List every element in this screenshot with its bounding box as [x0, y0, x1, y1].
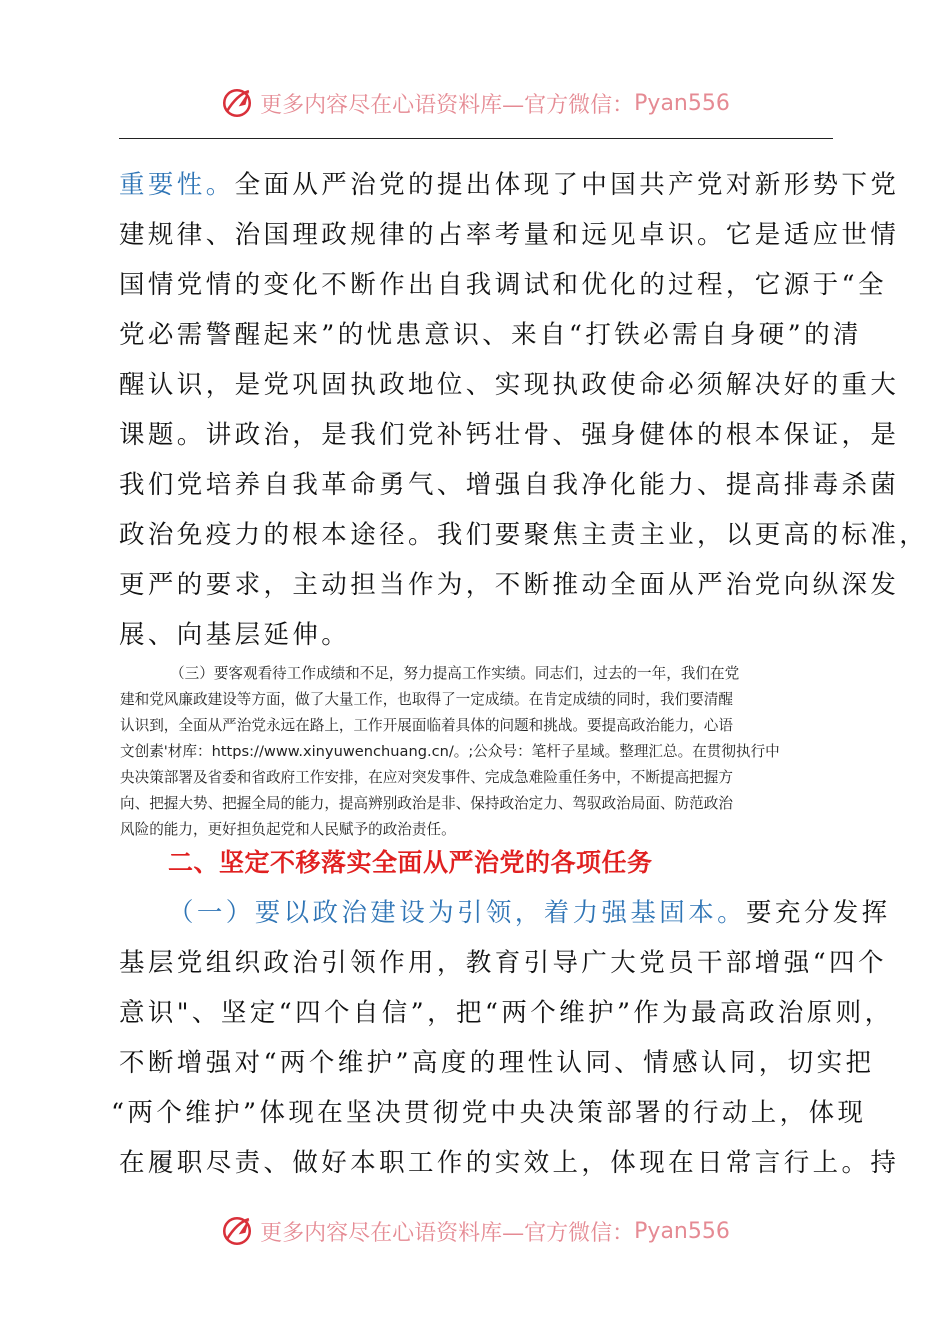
- text-line: 更严的要求，主动担当作为，不断推动全面从严治党向纵深发: [119, 570, 900, 600]
- banner-text: 更多内容尽在心语资料库—官方微信：: [260, 92, 635, 118]
- text-line: 政治免疫力的根本途径。我们要聚焦主责主业，以更高的标准，: [119, 520, 929, 550]
- section-heading: 二、坚定不移落实全面从严治党的各项任务: [168, 848, 653, 877]
- text-line: （一）要以政治建设为引领，着力强基固本。要充分发挥: [168, 898, 891, 928]
- text-line: 风险的能力，更好担负起党和人民赋予的政治责任。: [120, 821, 456, 838]
- text-line: 基层党组织政治引领作用，教育引导广大党员干部增强“四个: [119, 948, 887, 978]
- lead-phrase: （一）要以政治建设为引领，着力强基固本。: [168, 898, 747, 928]
- header-banner: [0, 83, 950, 123]
- pen-swirl-logo-icon: [220, 1214, 254, 1248]
- text-line: 醒认识，是党巩固执政地位、实现执政使命必须解决好的重大: [119, 370, 900, 400]
- lead-phrase: 重要性。: [119, 170, 235, 200]
- text-line: 国情党情的变化不断作出自我调试和优化的过程，它源于“全: [119, 270, 887, 300]
- text-line: （三）要客观看待工作成绩和不足，努力提高工作实绩。同志们，过去的一年，我们在党: [170, 665, 740, 682]
- text-line: 展、向基层延伸。: [119, 620, 351, 650]
- banner-wechat-id: Pyan556: [634, 90, 730, 116]
- text-line: 不断增强对“两个维护”高度的理性认同、情感认同，切实把: [119, 1048, 875, 1078]
- banner-wechat-id: Pyan556: [634, 1218, 730, 1244]
- text-line: 文创素'材库：https://www.xinyuwenchuang.cn/。;公众号：笔杆子星域。整理汇总。在贯彻执行中: [120, 743, 780, 760]
- text-line: 重要性。全面从严治党的提出体现了中国共产党对新形势下党: [119, 170, 900, 200]
- footer-banner: [0, 1211, 950, 1251]
- text-line: 在履职尽责、做好本职工作的实效上，体现在日常言行上。持: [119, 1148, 900, 1178]
- text-line: 意识"、坚定“四个自信”，把“两个维护”作为最高政治原则，: [119, 998, 894, 1028]
- banner-text: 更多内容尽在心语资料库—官方微信：: [260, 1220, 635, 1246]
- text-line: 课题。讲政治，是我们党补钙壮骨、强身健体的根本保证，是: [119, 420, 900, 450]
- text-line: 认识到，全面从严治党永远在路上，工作开展面临着具体的问题和挑战。要提高政治能力，心语: [120, 717, 733, 734]
- text-line: 建规律、治国理政规律的占率考量和远见卓识。它是适应世情: [119, 220, 900, 250]
- text-line: 央决策部署及省委和省政府工作安排，在应对突发事件、完成急难险重任务中，不断提高把握方: [120, 769, 733, 786]
- text-line: 我们党培养自我革命勇气、增强自我净化能力、提高排毒杀菌: [119, 470, 900, 500]
- header-rule: [119, 138, 833, 139]
- text-line: 党必需警醒起来”的忧患意识、来自“打铁必需自身硬”的清: [119, 320, 862, 350]
- text-line: 向、把握大势、把握全局的能力，提高辨别政治是非、保持政治定力、驾驭政治局面、防范政治: [120, 795, 733, 812]
- pen-swirl-logo-icon: [220, 86, 254, 120]
- text-line: “两个维护”体现在坚决贯彻党中央决策部署的行动上，体现: [111, 1098, 867, 1128]
- text-line: 建和党风廉政建设等方面，做了大量工作，也取得了一定成绩。在肯定成绩的同时，我们要清醒: [120, 691, 733, 708]
